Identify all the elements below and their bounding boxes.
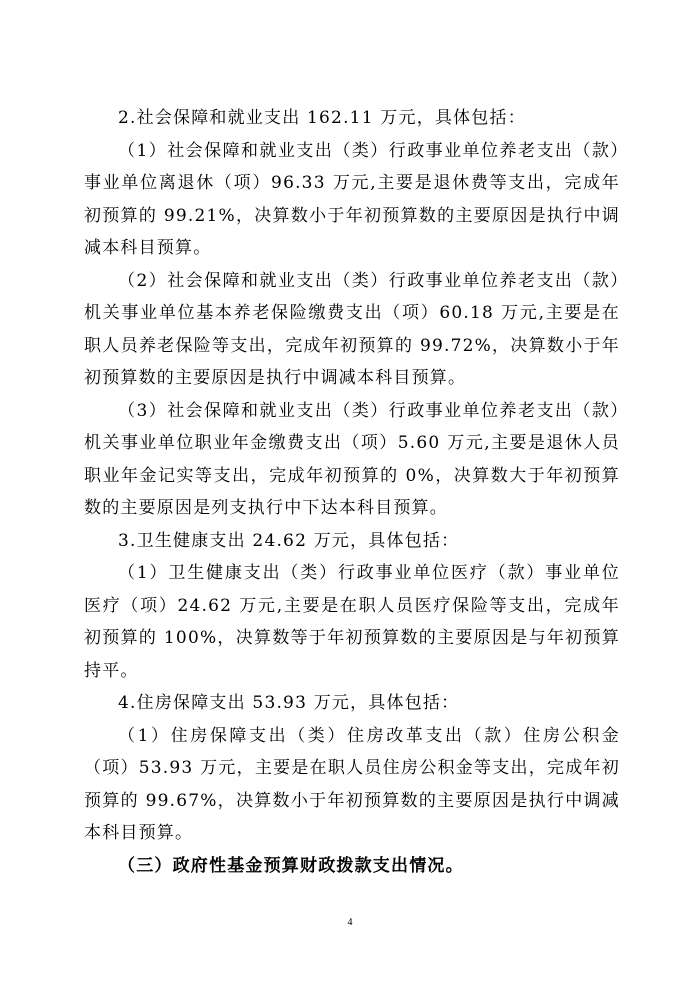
paragraph-retiree-expenses: （1）社会保障和就业支出（类）行政事业单位养老支出（款）事业单位离退休（项）96.33 万元,主要是退休费等支出，完成年初预算的 99.21%，决算数小于年初预算数的主要原因是执行中调减本科目预算。: [84, 140, 620, 258]
section-heading-housing: 4.住房保障支出 53.93 万元，具体包括：: [118, 693, 460, 713]
paragraph-housing-fund: （1）住房保障支出（类）住房改革支出（款）住房公积金（项）53.93 万元，主要是在职人员住房公积金等支出，完成年初预算的 99.67%，决算数小于年初预算数的主要原因是执行中调减本科目预算。: [84, 725, 620, 843]
section-heading-social-security: 2.社会保障和就业支出 162.11 万元，具体包括：: [118, 108, 526, 128]
document-body: [84, 102, 620, 882]
section-heading-health: 3.卫生健康支出 24.62 万元，具体包括：: [118, 530, 460, 551]
paragraph-pension-insurance: （2）社会保障和就业支出（类）行政事业单位养老支出（款）机关事业单位基本养老保险缴费支出（项）60.18 万元,主要是在职人员养老保险等支出，完成年初预算的 99.72%，决算数小于年初预算数的主要原因是执行中调减本科目预算。: [84, 270, 620, 388]
page-number: 4: [347, 917, 353, 928]
paragraph-occupational-annuity: （3）社会保障和就业支出（类）行政事业单位养老支出（款）机关事业单位职业年金缴费支出（项）5.60 万元,主要是退休人员职业年金记实等支出，完成年初预算的 0%，决算数大于年初预算数的主要原因是列支执行中下达本科目预算。: [84, 400, 620, 518]
section-heading-government-fund: （三）政府性基金预算财政拨款支出情况。: [118, 855, 464, 876]
paragraph-medical-insurance: （1）卫生健康支出（类）行政事业单位医疗（款）事业单位医疗（项）24.62 万元,主要是在职人员医疗保险等支出，完成年初预算的 100%，决算数等于年初预算数的主要原因是与年初预算持平。: [84, 563, 620, 681]
